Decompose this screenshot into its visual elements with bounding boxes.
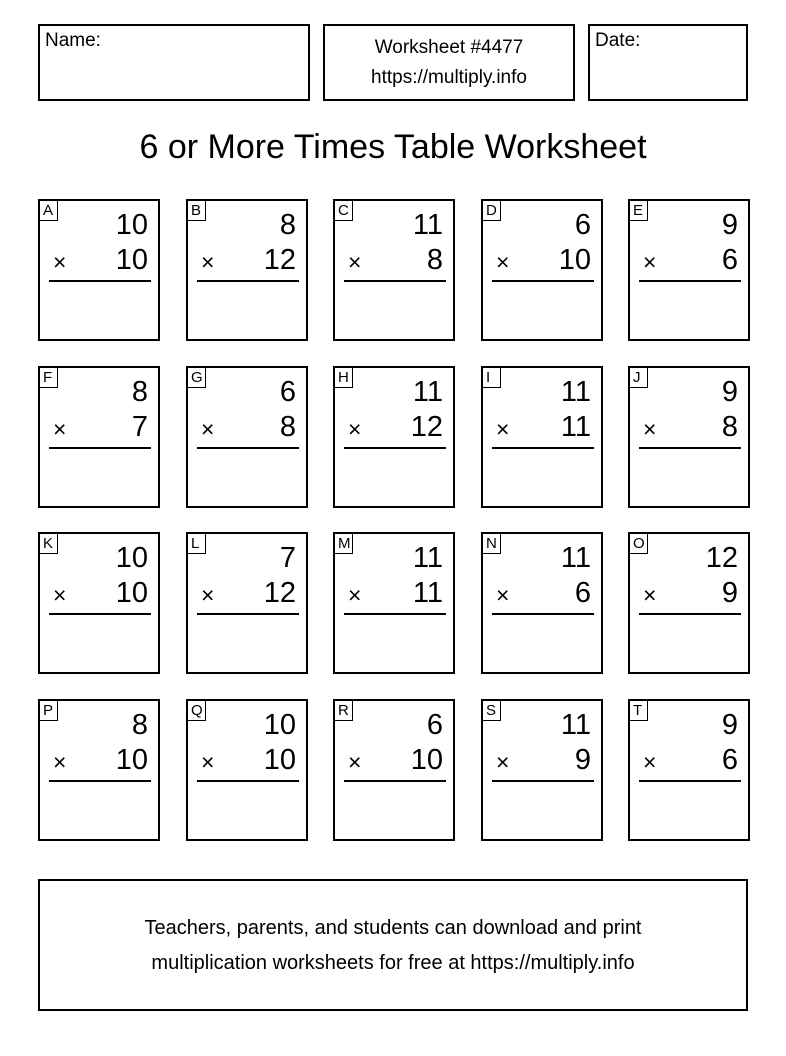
times-sign-icon: × (53, 582, 67, 608)
problem-card (333, 366, 455, 508)
problem-card (38, 366, 160, 508)
multiplicand: 10 (115, 542, 148, 574)
footer-box (38, 879, 748, 1011)
problem-card (481, 532, 603, 674)
footer-line-1: Teachers, parents, and students can download and print (144, 917, 642, 939)
multiplier: 10 (263, 744, 296, 776)
times-sign-icon: × (496, 249, 510, 275)
problem-letter: G (187, 367, 206, 388)
answer-line (344, 447, 446, 449)
answer-line (344, 613, 446, 615)
problem-card (333, 699, 455, 841)
problem-letter: M (334, 533, 353, 554)
answer-line (639, 280, 741, 282)
answer-line (639, 780, 741, 782)
multiplicand: 10 (263, 709, 296, 741)
multiplier: 11 (412, 577, 443, 609)
times-sign-icon: × (643, 249, 657, 275)
multiplicand: 9 (721, 209, 738, 241)
problem-card (38, 199, 160, 341)
times-sign-icon: × (201, 749, 215, 775)
problem-card (628, 199, 750, 341)
footer-line-2: multiplication worksheets for free at https://multiply.info (151, 952, 635, 974)
multiplier: 9 (574, 744, 591, 776)
problem-card (186, 532, 308, 674)
multiplier: 10 (410, 744, 443, 776)
multiplier: 12 (263, 244, 296, 276)
answer-line (49, 613, 151, 615)
multiplier: 8 (426, 244, 443, 276)
multiplicand: 9 (721, 709, 738, 741)
problem-letter: I (482, 367, 501, 388)
times-sign-icon: × (496, 416, 510, 442)
multiplicand: 7 (279, 542, 296, 574)
answer-line (49, 780, 151, 782)
problem-letter: E (629, 200, 648, 221)
multiplicand: 8 (279, 209, 296, 241)
problem-card (481, 699, 603, 841)
answer-line (197, 447, 299, 449)
problem-letter: D (482, 200, 501, 221)
multiplier: 10 (115, 577, 148, 609)
multiplicand: 6 (574, 209, 591, 241)
multiplicand: 11 (560, 542, 591, 574)
multiplicand: 6 (426, 709, 443, 741)
times-sign-icon: × (53, 249, 67, 275)
problem-letter: H (334, 367, 353, 388)
answer-line (492, 780, 594, 782)
multiplicand: 11 (412, 542, 443, 574)
problem-letter: F (39, 367, 58, 388)
answer-line (492, 280, 594, 282)
problem-card (481, 366, 603, 508)
answer-line (492, 613, 594, 615)
problem-card (186, 366, 308, 508)
date-label: Date: (595, 30, 641, 51)
multiplicand: 11 (560, 376, 591, 408)
multiplier: 10 (558, 244, 591, 276)
multiplier: 12 (263, 577, 296, 609)
answer-line (492, 447, 594, 449)
answer-line (639, 613, 741, 615)
problem-card (333, 532, 455, 674)
times-sign-icon: × (348, 416, 362, 442)
times-sign-icon: × (348, 249, 362, 275)
multiplier: 12 (410, 411, 443, 443)
problem-letter: T (629, 700, 648, 721)
name-label: Name: (45, 30, 101, 51)
problem-letter: Q (187, 700, 206, 721)
problem-card (481, 199, 603, 341)
worksheet-number: Worksheet #4477 (374, 37, 524, 58)
problem-card (333, 199, 455, 341)
times-sign-icon: × (643, 416, 657, 442)
problem-letter: A (39, 200, 58, 221)
problem-letter: N (482, 533, 501, 554)
problem-card (628, 532, 750, 674)
problem-card (628, 699, 750, 841)
times-sign-icon: × (53, 416, 67, 442)
problem-letter: B (187, 200, 206, 221)
problem-letter: R (334, 700, 353, 721)
date-field-box (588, 24, 748, 101)
multiplicand: 6 (279, 376, 296, 408)
multiplier: 6 (721, 244, 738, 276)
problem-letter: L (187, 533, 206, 554)
multiplicand: 11 (412, 209, 443, 241)
times-sign-icon: × (201, 582, 215, 608)
problem-letter: K (39, 533, 58, 554)
times-sign-icon: × (496, 749, 510, 775)
multiplicand: 11 (412, 376, 443, 408)
multiplier: 10 (115, 744, 148, 776)
problem-card (186, 699, 308, 841)
problem-card (38, 532, 160, 674)
answer-line (344, 280, 446, 282)
times-sign-icon: × (643, 582, 657, 608)
worksheet-url: https://multiply.info (371, 67, 527, 88)
multiplier: 6 (721, 744, 738, 776)
answer-line (639, 447, 741, 449)
multiplier: 6 (574, 577, 591, 609)
problem-letter: O (629, 533, 648, 554)
times-sign-icon: × (496, 582, 510, 608)
multiplicand: 12 (705, 542, 738, 574)
problem-card (186, 199, 308, 341)
answer-line (49, 447, 151, 449)
name-field-box (38, 24, 310, 101)
worksheet-info-box (323, 24, 575, 101)
times-sign-icon: × (201, 249, 215, 275)
problem-letter: P (39, 700, 58, 721)
multiplicand: 8 (131, 376, 148, 408)
multiplicand: 9 (721, 376, 738, 408)
page-title: 6 or More Times Table Worksheet (139, 128, 647, 166)
multiplicand: 8 (131, 709, 148, 741)
multiplier: 9 (721, 577, 738, 609)
answer-line (197, 613, 299, 615)
answer-line (49, 280, 151, 282)
times-sign-icon: × (201, 416, 215, 442)
times-sign-icon: × (53, 749, 67, 775)
answer-line (344, 780, 446, 782)
problem-letter: C (334, 200, 353, 221)
multiplier: 10 (115, 244, 148, 276)
times-sign-icon: × (348, 749, 362, 775)
problem-letter: J (629, 367, 648, 388)
answer-line (197, 280, 299, 282)
answer-line (197, 780, 299, 782)
multiplier: 8 (279, 411, 296, 443)
multiplicand: 10 (115, 209, 148, 241)
times-sign-icon: × (348, 582, 362, 608)
problem-card (628, 366, 750, 508)
multiplier: 8 (721, 411, 738, 443)
times-sign-icon: × (643, 749, 657, 775)
multiplier: 11 (560, 411, 591, 443)
problem-letter: S (482, 700, 501, 721)
problem-card (38, 699, 160, 841)
problem-grid (38, 199, 750, 845)
multiplier: 7 (131, 411, 148, 443)
multiplicand: 11 (560, 709, 591, 741)
